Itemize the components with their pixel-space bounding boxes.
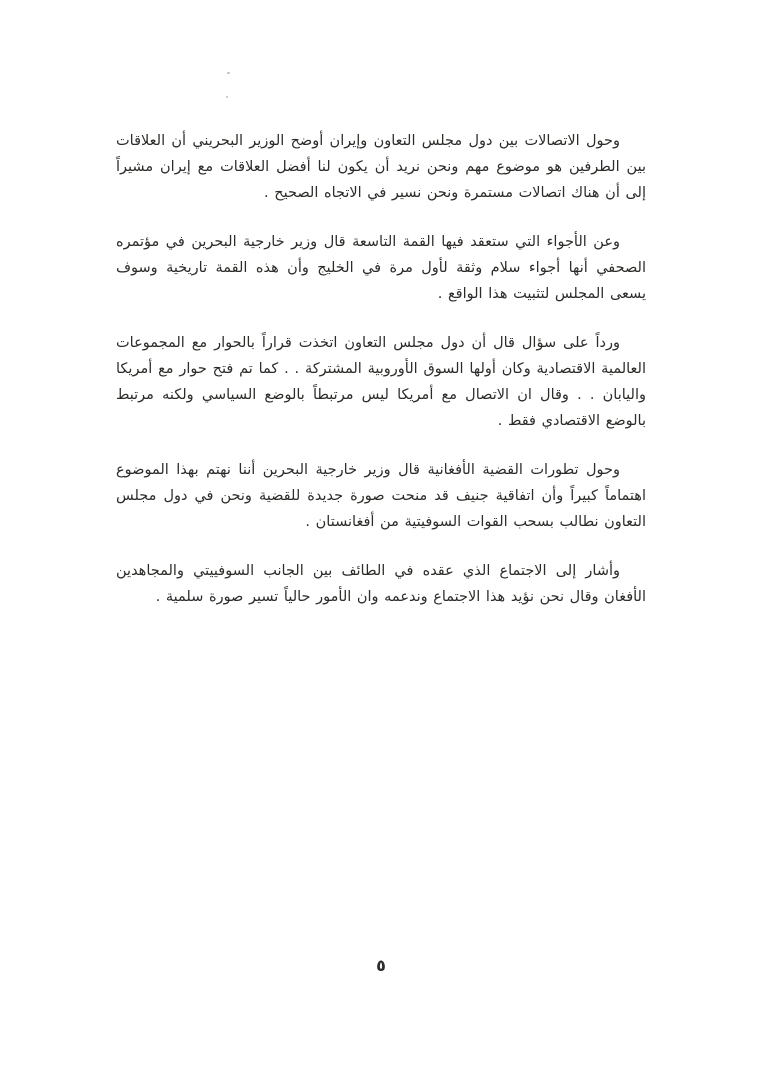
- paragraph: وأشار إلى الاجتماع الذي عقده في الطائف بين الجانب السوفييتي والمجاهدين الأفغان وقال نحن نؤيد هذا الاجتماع وندعمه وان الأمور حالياً تسير صورة سلمية .: [116, 563, 646, 605]
- paragraph: وعن الأجواء التي ستعقد فيها القمة التاسعة قال وزير خارجية البحرين في مؤتمره الصحفي أنها أجواء سلام وثقة لأول مرة في الخليج وأن هذه القمة تاريخية وسوف يسعى المجلس لتثبيت هذا الواقع .: [116, 234, 646, 302]
- page-number: ٥: [376, 956, 386, 975]
- paragraph: وحول الاتصالات بين دول مجلس التعاون وإيران أوضح الوزير البحريني أن العلاقات بين الطرفين هو موضوع مهم ونحن نريد أن يكون لنا أفضل العلاقات مع إيران مشيراً إلى أن هناك اتصالات مستمرة ونحن نسير في الاتجاه الصحيح .: [116, 133, 646, 201]
- paragraph: ورداً على سؤال قال أن دول مجلس التعاون اتخذت قراراً بالحوار مع المجموعات العالمية الاقتصادية وكان أولها السوق الأوروبية المشتركة . . كما تم فتح حوار مع أمريكا واليابان . . وقال ان الاتصال مع أمريكا ليس مرتبطاً بالوضع السياسي ولكنه مرتبط بالوضع الاقتصادي فقط .: [116, 335, 646, 429]
- document-body: [116, 128, 646, 633]
- scan-artifact: [227, 72, 230, 74]
- paragraph: وحول تطورات القضية الأفغانية قال وزير خارجية البحرين أننا نهتم بهذا الموضوع اهتماماً كبيراً وأن اتفاقية جنيف قد منحت صورة جديدة للقضية ونحن في دول مجلس التعاون نطالب بسحب القوات السوفيتية من أفغانستان .: [116, 462, 646, 530]
- scan-artifact: [226, 96, 228, 98]
